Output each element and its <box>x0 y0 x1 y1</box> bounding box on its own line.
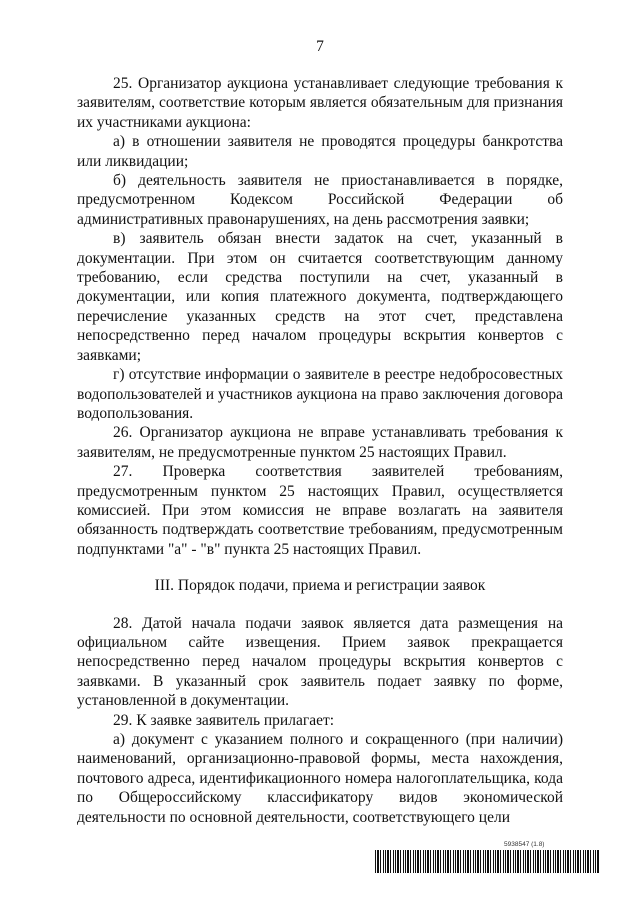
paragraph-25-a: а) в отношении заявителя не проводятся процедуры банкротства или ликвидации; <box>77 133 563 170</box>
document-code: 5938547 (1.8) <box>504 841 545 848</box>
barcode <box>375 850 599 873</box>
paragraph-28: 28. Датой начала подачи заявок является дата размещения на официальном сайте извещения. Прием заявок прекращается непосредственно перед началом процедуры вскрытия конвертов с заявками. В указанный срок заявитель подает заявку по форме, установленной в документации. <box>77 614 563 710</box>
paragraph-29-a: а) документ с указанием полного и сокращенного (при наличии) наименований, организационно-правовой формы, места нахождения, почтового адреса, идентификационного номера налогоплательщика, кода по Общероссийскому классификатору видов экономической деятельности по основной деятельности, соответствующего цели <box>77 731 563 826</box>
paragraph-25-b: б) деятельность заявителя не приостанавливается в порядке, предусмотренном Кодексом Российской Федерации об административных правонарушениях, на день рассмотрения заявки; <box>77 172 563 228</box>
paragraph-25: 25. Организатор аукциона устанавливает следующие требования к заявителям, соответствие которым является обязательным для признания их участниками аукциона: <box>77 75 563 131</box>
paragraph-26: 26. Организатор аукциона не вправе устанавливать требования к заявителям, не предусмотренные пунктом 25 настоящих Правил. <box>77 424 563 461</box>
paragraph-27: 27. Проверка соответствия заявителей требованиям, предусмотренным пунктом 25 настоящих Правил, осуществляется комиссией. При этом комиссия не вправе возлагать на заявителя обязанность подтверждать соответствие требованиям, предусмотренным подпунктами "а" - "в" пункта 25 настоящих Правил. <box>77 463 563 558</box>
section-heading: III. Порядок подачи, приема и регистрации заявок <box>154 577 486 595</box>
document-body <box>77 74 563 827</box>
paragraph-25-v: в) заявитель обязан внести задаток на счет, указанный в документации. При этом он считается соответствующим данному требованию, если средства поступили на счет, указанный в документации, или копия платежного документа, подтверждающего перечисление указанных средств на этот счет, представлена непосредственно перед началом процедуры вскрытия конвертов с заявками; <box>77 230 563 364</box>
paragraph-29: 29. К заявке заявитель прилагает: <box>113 711 335 729</box>
paragraph-25-g: г) отсутствие информации о заявителе в реестре недобросовестных водопользователей и участников аукциона на право заключения договора водопользования. <box>77 366 563 422</box>
page-number: 7 <box>316 38 324 55</box>
